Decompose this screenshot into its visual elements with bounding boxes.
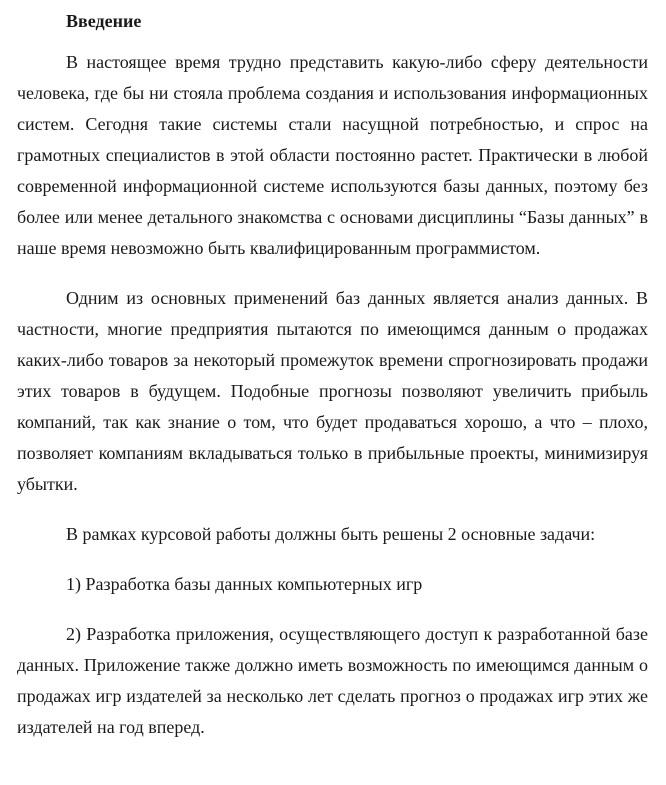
paragraph-tasks-lead: В рамках курсовой работы должны быть решены 2 основные задачи: xyxy=(66,524,596,544)
list-item-task-2: 2) Разработка приложения, осуществляющего доступ к разработанной базе данных. Приложение также должно иметь возможность по имеющимся данным о продажах игр издателей за несколько лет сделать прогноз о продажах игр этих же издателей на год вперед. xyxy=(17,624,648,737)
section-heading: Введение xyxy=(66,11,142,31)
list-item-task-1: 1) Разработка базы данных компьютерных игр xyxy=(66,574,423,594)
paragraph-intro-1: В настоящее время трудно представить какую-либо сферу деятельности человека, где бы ни стояла проблема создания и использования информационных систем. Сегодня такие системы стали насущной потребностью, и спрос на грамотных специалистов в этой области постоянно растет. Практически в любой современной информационной системе используются базы данных, поэтому без более или менее детального знакомства с основами дисциплины “Базы данных” в наше время невозможно быть квалифицированным программистом. xyxy=(17,52,648,258)
paragraph-intro-2: Одним из основных применений баз данных является анализ данных. В частности, многие предприятия пытаются по имеющимся данным о продажах каких-либо товаров за некоторый промежуток времени спрогнозировать продажи этих товаров в будущем. Подобные прогнозы позволяют увеличить прибыль компаний, так как знание о том, что будет продаваться хорошо, а что – плохо, позволяет компаниям вкладываться только в прибыльные проекты, минимизируя убытки. xyxy=(17,288,648,494)
